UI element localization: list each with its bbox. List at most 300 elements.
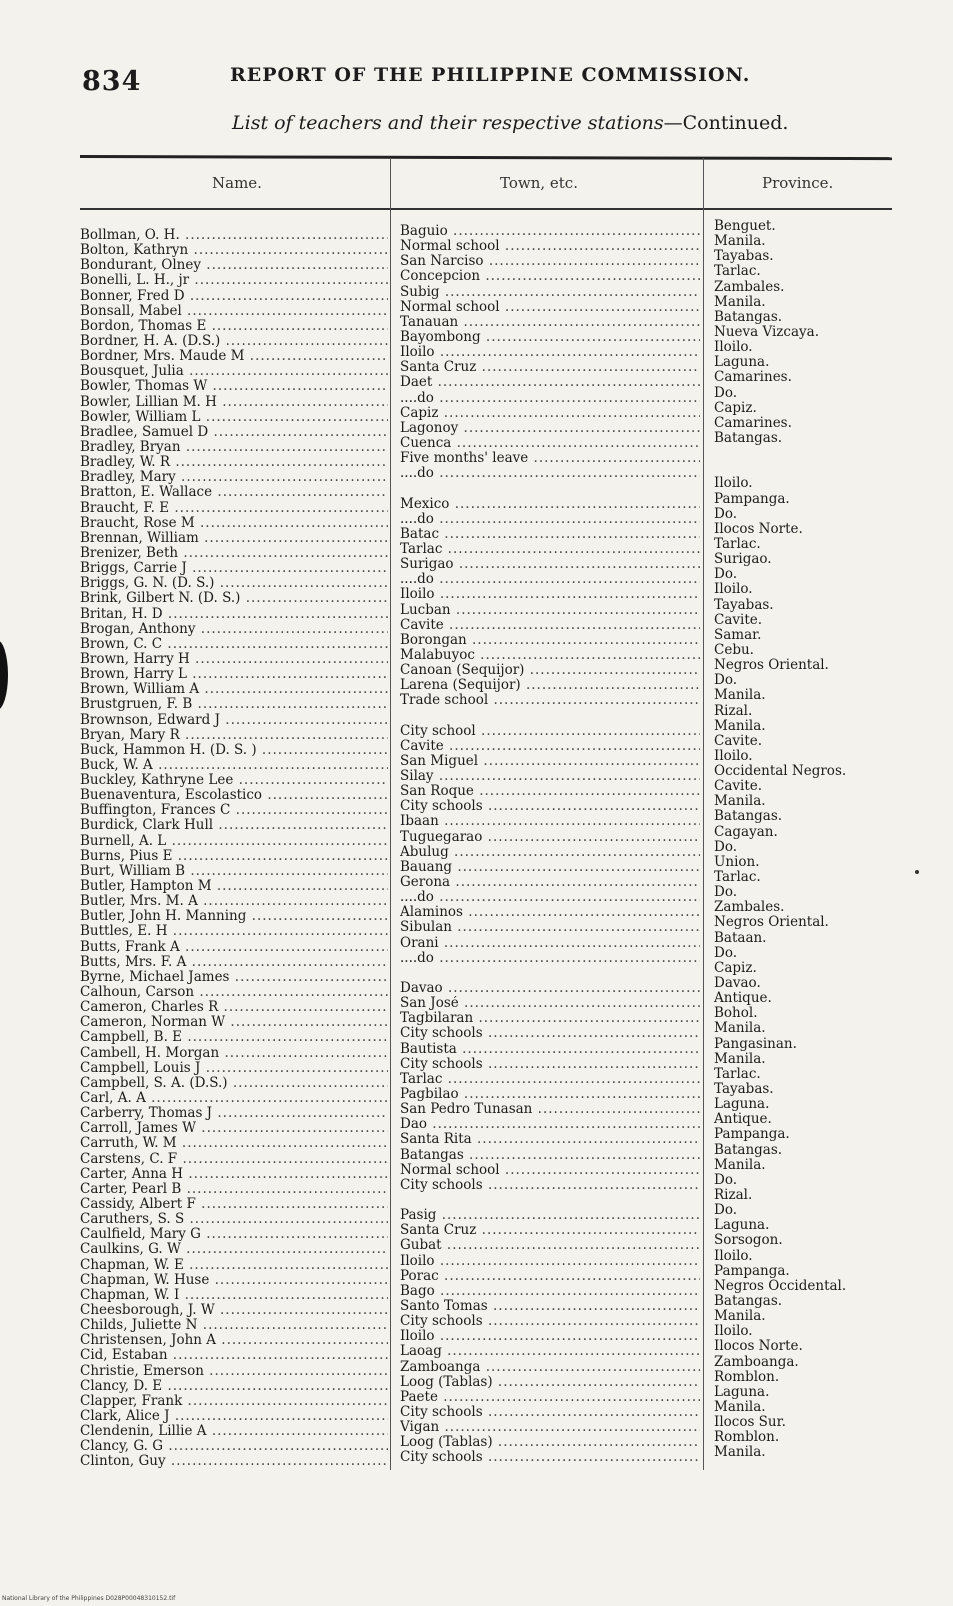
teacher-name-row-text: Butler, Mrs. M. A ..... <box>80 894 388 909</box>
province-row <box>714 1052 904 1067</box>
teacher-name-row <box>80 637 388 652</box>
teacher-name-row <box>80 1318 388 1333</box>
town-row <box>400 905 700 920</box>
teacher-name-row-text: Caulfield, Mary G ..... <box>80 1227 388 1242</box>
province-row-text: Manila. <box>714 793 766 810</box>
town-row-text: Tanauan ..... <box>400 315 700 330</box>
town-row <box>400 1072 700 1087</box>
teacher-name-row-text: Buttles, E. H ..... <box>80 924 388 939</box>
town-row <box>400 330 700 345</box>
province-row <box>714 779 904 794</box>
province-row <box>714 840 904 855</box>
teacher-name-row-text: Bordon, Thomas E ..... <box>80 319 388 334</box>
province-row-text: Romblon. <box>714 1368 780 1385</box>
town-row <box>400 315 700 330</box>
column-divider-town-province <box>703 158 704 1470</box>
town-row-text: Capiz ..... <box>400 406 700 421</box>
town-row <box>400 1132 700 1147</box>
teacher-name-row <box>80 1046 388 1061</box>
province-row <box>714 598 904 613</box>
town-row <box>400 1178 700 1193</box>
teacher-name-row <box>80 607 388 622</box>
ink-blot <box>0 640 8 710</box>
town-row-text: Lagonoy ..... <box>400 421 700 436</box>
province-row-text: Cebu. <box>714 641 754 658</box>
province-row <box>714 295 904 310</box>
province-row-text: Laguna. <box>714 1217 770 1234</box>
town-row <box>400 890 700 905</box>
province-row <box>714 961 904 976</box>
town-row <box>400 799 700 814</box>
province-row-text: Manila. <box>714 717 766 734</box>
teacher-name-row-text: Christensen, John A ..... <box>80 1333 388 1348</box>
province-row <box>714 1021 904 1036</box>
teacher-name-row-text: Caruthers, S. S ..... <box>80 1212 388 1227</box>
teacher-name-row <box>80 1015 388 1030</box>
teacher-name-row <box>80 758 388 773</box>
town-row-text: San Miguel ..... <box>400 754 700 769</box>
teacher-name-row <box>80 319 388 334</box>
town-row <box>400 572 700 587</box>
town-row-text: Gerona ..... <box>400 875 700 890</box>
province-row <box>714 492 904 507</box>
province-row <box>714 1097 904 1112</box>
province-row <box>714 1445 904 1460</box>
town-row-text: Cuenca ..... <box>400 436 700 451</box>
town-row <box>400 345 700 360</box>
teacher-name-row-text: Cambell, H. Morgan ..... <box>80 1046 388 1061</box>
province-row <box>714 734 904 749</box>
province-row <box>714 431 904 446</box>
province-row <box>714 552 904 567</box>
town-row <box>400 239 700 254</box>
town-row <box>400 1193 700 1208</box>
town-row <box>400 603 700 618</box>
town-row-text: Alaminos ..... <box>400 905 700 920</box>
town-row-text: Vigan ..... <box>400 1420 700 1435</box>
province-row-text: Zambales. <box>714 278 785 295</box>
town-row-text: ....do ..... <box>400 391 700 406</box>
teacher-name-row <box>80 1333 388 1348</box>
province-row-text: Iloilo. <box>714 1323 753 1340</box>
town-row <box>400 1435 700 1450</box>
teacher-name-row-text: Buenaventura, Escolastico ..... <box>80 788 388 803</box>
teacher-name-row-text: Britan, H. D ..... <box>80 607 388 622</box>
province-row-text: Rizal. <box>714 702 753 719</box>
province-row-text: Manila. <box>714 1156 766 1173</box>
town-row <box>400 663 700 678</box>
town-row-text: Orani ..... <box>400 936 700 951</box>
teacher-name-row-text: Bordner, Mrs. Maude M ..... <box>80 349 388 364</box>
teacher-name-row-text: Chapman, W. I ..... <box>80 1288 388 1303</box>
teacher-name-row-text: Cassidy, Albert F ..... <box>80 1197 388 1212</box>
town-row-text: Lucban ..... <box>400 603 700 618</box>
teacher-name-row-text: Brennan, William ..... <box>80 531 388 546</box>
province-row <box>714 809 904 824</box>
province-row-text: Laguna. <box>714 1096 770 1113</box>
town-row <box>400 1087 700 1102</box>
province-row <box>714 1249 904 1264</box>
town-row-text: City schools ..... <box>400 1450 700 1465</box>
town-row-text: ....do ..... <box>400 512 700 527</box>
teacher-name-row-text: Bolton, Kathryn ..... <box>80 243 388 258</box>
town-row-text: Iloilo ..... <box>400 1254 700 1269</box>
teacher-name-row <box>80 410 388 425</box>
teacher-name-row-text: Burdick, Clark Hull ..... <box>80 818 388 833</box>
province-row-text: Do. <box>714 838 738 855</box>
teacher-name-row <box>80 803 388 818</box>
teacher-name-row-text: Burt, William B ..... <box>80 864 388 879</box>
province-row <box>714 658 904 673</box>
teacher-name-row <box>80 1121 388 1136</box>
province-row-text: Ilocos Norte. <box>714 1338 803 1355</box>
town-row <box>400 1026 700 1041</box>
teacher-name-row <box>80 1409 388 1424</box>
province-row-text: Iloilo. <box>714 1247 753 1264</box>
town-row <box>400 860 700 875</box>
province-row-text: Tarlac. <box>714 1065 761 1082</box>
town-row <box>400 375 700 390</box>
teacher-name-row <box>80 1136 388 1151</box>
teacher-name-row-text: Carruth, W. M ..... <box>80 1136 388 1151</box>
column-divider-name-town <box>390 158 391 1470</box>
teacher-name-row-text: Braucht, F. E ..... <box>80 501 388 516</box>
teacher-name-row <box>80 1197 388 1212</box>
town-row <box>400 1117 700 1132</box>
town-row-text: Pasig ..... <box>400 1208 700 1223</box>
teacher-name-row <box>80 909 388 924</box>
province-row <box>714 1173 904 1188</box>
teacher-name-row <box>80 1076 388 1091</box>
town-row <box>400 845 700 860</box>
town-row <box>400 784 700 799</box>
teacher-name-row <box>80 924 388 939</box>
province-row-text: Tarlac. <box>714 535 761 552</box>
province-row-text: Manila. <box>714 293 766 310</box>
town-row <box>400 1314 700 1329</box>
town-row-text: Baguio ..... <box>400 224 700 239</box>
province-row-text: Pampanga. <box>714 490 790 507</box>
province-row-text: Zamboanga. <box>714 1353 799 1370</box>
province-row <box>714 1400 904 1415</box>
teacher-name-row <box>80 531 388 546</box>
province-row <box>714 567 904 582</box>
teacher-name-row <box>80 1212 388 1227</box>
town-row-text: Santa Rita ..... <box>400 1132 700 1147</box>
town-row-text: City school ..... <box>400 724 700 739</box>
town-row-text: Tuguegarao ..... <box>400 830 700 845</box>
teacher-name-row <box>80 455 388 470</box>
teacher-name-row-text: Caulkins, G. W ..... <box>80 1242 388 1257</box>
teacher-name-row-text: Bradley, W. R ..... <box>80 455 388 470</box>
teacher-name-row <box>80 289 388 304</box>
province-row-text: Batangas. <box>714 308 783 325</box>
province-row <box>714 1430 904 1445</box>
town-row <box>400 1208 700 1223</box>
town-row-text: Santa Cruz ..... <box>400 1223 700 1238</box>
province-row <box>714 1067 904 1082</box>
scan-credit: National Library of the Philippines D028P00048310152.tif <box>2 1595 176 1602</box>
teacher-name-row-text: Cameron, Charles R ..... <box>80 1000 388 1015</box>
teacher-name-row-text: Clinton, Guy ..... <box>80 1454 388 1469</box>
town-row-text: City schools ..... <box>400 1057 700 1072</box>
province-row <box>714 386 904 401</box>
teacher-name-row <box>80 395 388 410</box>
town-row-text: San Pedro Tunasan ..... <box>400 1102 700 1117</box>
teacher-name-row-text: Butts, Mrs. F. A ..... <box>80 955 388 970</box>
teacher-name-row <box>80 425 388 440</box>
teacher-name-row <box>80 1106 388 1121</box>
province-row-text: Davao. <box>714 975 761 992</box>
running-title: REPORT OF THE PHILIPPINE COMMISSION. <box>230 64 751 86</box>
town-row <box>400 830 700 845</box>
teacher-name-row <box>80 591 388 606</box>
province-row-text: Cavite. <box>714 611 763 628</box>
town-row-text: San Roque ..... <box>400 784 700 799</box>
teacher-name-row <box>80 1061 388 1076</box>
town-row <box>400 648 700 663</box>
province-row <box>714 416 904 431</box>
caption-continued: —Continued. <box>663 112 789 134</box>
teacher-name-row-text: Carstens, C. F ..... <box>80 1152 388 1167</box>
province-row <box>714 1037 904 1052</box>
town-row-text: ....do ..... <box>400 951 700 966</box>
province-row <box>714 370 904 385</box>
teacher-name-row <box>80 243 388 258</box>
teacher-name-row-text: Bryan, Mary R ..... <box>80 728 388 743</box>
teacher-name-row <box>80 1454 388 1469</box>
teacher-name-row-text: Cid, Estaban ..... <box>80 1348 388 1363</box>
province-row-text: Laguna. <box>714 1383 770 1400</box>
town-row <box>400 436 700 451</box>
column-header-province: Province. <box>762 174 834 192</box>
province-row <box>714 976 904 991</box>
town-row <box>400 285 700 300</box>
town-row <box>400 693 700 708</box>
town-row <box>400 557 700 572</box>
town-row-text: Abulug ..... <box>400 845 700 860</box>
province-row-text: Batangas. <box>714 808 783 825</box>
town-row <box>400 1375 700 1390</box>
province-row <box>714 855 904 870</box>
province-row-text: Pampanga. <box>714 1262 790 1279</box>
town-row <box>400 1329 700 1344</box>
town-row <box>400 421 700 436</box>
town-row-text: Bago ..... <box>400 1284 700 1299</box>
teacher-name-row <box>80 682 388 697</box>
teacher-name-row-text: Carl, A. A ..... <box>80 1091 388 1106</box>
town-row <box>400 1284 700 1299</box>
province-row-text: Tarlac. <box>714 869 761 886</box>
teacher-name-row <box>80 228 388 243</box>
province-row-text: Tarlac. <box>714 263 761 280</box>
province-row <box>714 280 904 295</box>
province-row-text: Zambales. <box>714 899 785 916</box>
town-row <box>400 875 700 890</box>
province-row <box>714 688 904 703</box>
town-row-text: Santa Cruz ..... <box>400 360 700 375</box>
province-row <box>714 1006 904 1021</box>
town-row <box>400 966 700 981</box>
province-row <box>714 1339 904 1354</box>
town-row-text: Five months' leave ..... <box>400 451 700 466</box>
town-row <box>400 527 700 542</box>
teacher-name-row <box>80 1030 388 1045</box>
town-row <box>400 633 700 648</box>
teacher-name-row <box>80 1364 388 1379</box>
province-row <box>714 537 904 552</box>
teacher-name-row-text: Bonner, Fred D ..... <box>80 289 388 304</box>
teacher-name-row <box>80 667 388 682</box>
province-row <box>714 764 904 779</box>
town-row <box>400 996 700 1011</box>
teacher-name-row <box>80 1000 388 1015</box>
province-row <box>714 1218 904 1233</box>
teacher-name-row-text: Childs, Juliette N ..... <box>80 1318 388 1333</box>
teacher-name-row-text: Bradley, Bryan ..... <box>80 440 388 455</box>
teacher-name-row <box>80 304 388 319</box>
teacher-name-row-text: Bratton, E. Wallace ..... <box>80 485 388 500</box>
town-row <box>400 451 700 466</box>
teacher-name-row-text: Brown, Harry L ..... <box>80 667 388 682</box>
province-row <box>714 446 904 461</box>
town-row-text: Canoan (Sequijor) ..... <box>400 663 700 678</box>
teacher-name-row-text: Carroll, James W ..... <box>80 1121 388 1136</box>
teacher-name-row-text: Buck, W. A ..... <box>80 758 388 773</box>
teacher-name-row-text: Brownson, Edward J ..... <box>80 713 388 728</box>
province-row <box>714 461 904 476</box>
teacher-name-row-text: Bradlee, Samuel D ..... <box>80 425 388 440</box>
province-row <box>714 1415 904 1430</box>
town-row <box>400 936 700 951</box>
town-row <box>400 1299 700 1314</box>
ink-speck <box>915 870 919 874</box>
town-row-text: Paete ..... <box>400 1390 700 1405</box>
towns-column <box>400 224 700 1466</box>
teacher-name-row-text: Brink, Gilbert N. (D. S.) ..... <box>80 591 388 606</box>
teacher-name-row-text: Butler, John H. Manning ..... <box>80 909 388 924</box>
province-row-text: Camarines. <box>714 414 792 431</box>
town-row-text: Bauang ..... <box>400 860 700 875</box>
town-row-text: Santo Tomas ..... <box>400 1299 700 1314</box>
province-row-text: Ilocos Sur. <box>714 1414 786 1431</box>
province-row <box>714 643 904 658</box>
teacher-name-row <box>80 516 388 531</box>
province-row <box>714 1324 904 1339</box>
province-row-text: Antique. <box>714 1111 772 1128</box>
province-row-text: Batangas. <box>714 1292 783 1309</box>
province-row-text: Batangas. <box>714 429 783 446</box>
teacher-name-row-text: Carter, Anna H ..... <box>80 1167 388 1182</box>
teacher-name-row-text: Braucht, Rose M ..... <box>80 516 388 531</box>
town-row-text: Normal school ..... <box>400 1163 700 1178</box>
province-row <box>714 264 904 279</box>
town-row-text: Porac ..... <box>400 1269 700 1284</box>
town-row-text: ....do ..... <box>400 572 700 587</box>
teacher-name-row <box>80 743 388 758</box>
province-row <box>714 1203 904 1218</box>
town-row-text: ....do ..... <box>400 890 700 905</box>
town-row-text: Borongan ..... <box>400 633 700 648</box>
town-row <box>400 1163 700 1178</box>
town-row-text: Iloilo ..... <box>400 587 700 602</box>
teacher-name-row <box>80 1303 388 1318</box>
teacher-name-row <box>80 1439 388 1454</box>
province-row <box>714 673 904 688</box>
teacher-name-row <box>80 440 388 455</box>
teacher-name-row <box>80 970 388 985</box>
teacher-name-row-text: Bollman, O. H. ..... <box>80 228 388 243</box>
province-row <box>714 1264 904 1279</box>
teacher-name-row <box>80 773 388 788</box>
teacher-name-row <box>80 258 388 273</box>
town-row <box>400 618 700 633</box>
teacher-name-row-text: Clark, Alice J ..... <box>80 1409 388 1424</box>
town-row <box>400 769 700 784</box>
town-row-text: Surigao ..... <box>400 557 700 572</box>
province-row <box>714 1385 904 1400</box>
province-row-text: Do. <box>714 566 738 583</box>
province-row <box>714 749 904 764</box>
teacher-name-row <box>80 955 388 970</box>
province-row-text: Sorsogon. <box>714 1232 783 1249</box>
teacher-name-row-text: Bordner, H. A. (D.S.) ..... <box>80 334 388 349</box>
province-row-text: Manila. <box>714 1398 766 1415</box>
province-row-text: Manila. <box>714 1444 766 1461</box>
teacher-name-row <box>80 1288 388 1303</box>
town-row <box>400 739 700 754</box>
town-row-text: Dao ..... <box>400 1117 700 1132</box>
teacher-name-row-text: Clapper, Frank ..... <box>80 1394 388 1409</box>
teacher-name-row-text: Brenizer, Beth ..... <box>80 546 388 561</box>
town-row-text: Cavite ..... <box>400 618 700 633</box>
province-row <box>714 931 904 946</box>
province-row <box>714 340 904 355</box>
town-row-text: Daet ..... <box>400 375 700 390</box>
teacher-name-row-text: Campbell, S. A. (D.S.) ..... <box>80 1076 388 1091</box>
province-row-text: Camarines. <box>714 369 792 386</box>
teacher-name-row <box>80 728 388 743</box>
province-row-text: Tayabas. <box>714 248 774 265</box>
town-row <box>400 1057 700 1072</box>
teacher-name-row <box>80 1258 388 1273</box>
teacher-name-row-text: Campbell, Louis J ..... <box>80 1061 388 1076</box>
teacher-name-row <box>80 940 388 955</box>
town-row-text: Larena (Sequijor) ..... <box>400 678 700 693</box>
province-row <box>714 704 904 719</box>
province-row-text: Do. <box>714 1171 738 1188</box>
province-row-text: Tayabas. <box>714 1081 774 1098</box>
teacher-name-row <box>80 1242 388 1257</box>
teacher-name-row-text: Calhoun, Carson ..... <box>80 985 388 1000</box>
teacher-name-row-text: Clancy, D. E ..... <box>80 1379 388 1394</box>
province-row-text: Bohol. <box>714 1005 758 1022</box>
province-row-text: Batangas. <box>714 1141 783 1158</box>
province-row <box>714 1082 904 1097</box>
teacher-name-row-text: Brown, Harry H ..... <box>80 652 388 667</box>
teacher-name-row-text: Carter, Pearl B ..... <box>80 1182 388 1197</box>
teacher-name-row-text: Carberry, Thomas J ..... <box>80 1106 388 1121</box>
town-row-text: City schools ..... <box>400 1405 700 1420</box>
teacher-name-row <box>80 379 388 394</box>
town-row <box>400 1344 700 1359</box>
town-row-text: Laoag ..... <box>400 1344 700 1359</box>
teacher-name-row-text: Brustgruen, F. B ..... <box>80 697 388 712</box>
teacher-name-row-text: Campbell, B. E ..... <box>80 1030 388 1045</box>
teacher-name-row-text: Brown, C. C ..... <box>80 637 388 652</box>
province-row <box>714 794 904 809</box>
province-row <box>714 870 904 885</box>
